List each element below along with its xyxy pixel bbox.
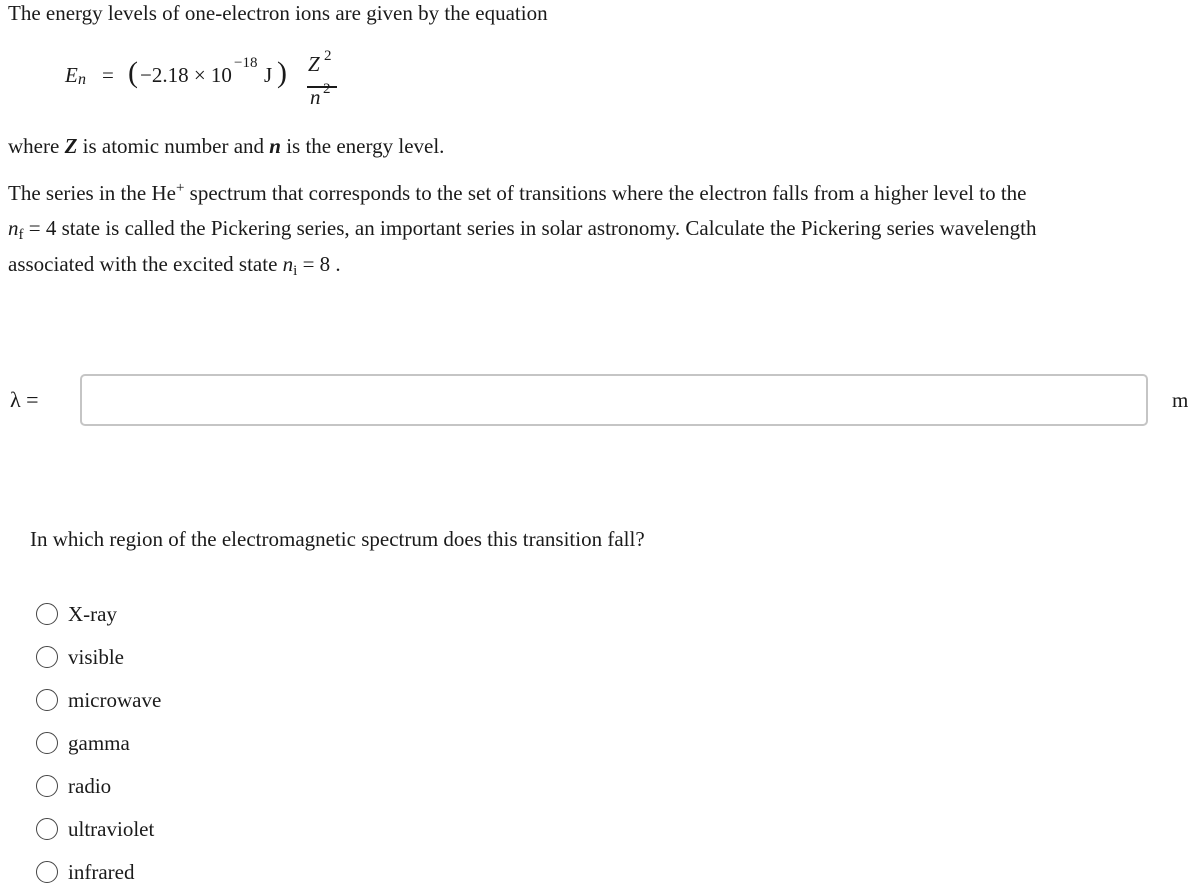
- eq-e-subscript: n: [78, 71, 86, 88]
- option-visible[interactable]: [36, 641, 124, 673]
- eq-e: E: [65, 63, 78, 87]
- option-label: infrared: [68, 860, 135, 884]
- radio-icon[interactable]: [36, 861, 58, 883]
- wavelength-answer-input[interactable]: [80, 374, 1148, 426]
- radio-icon[interactable]: [36, 689, 58, 711]
- radio-icon[interactable]: [36, 646, 58, 668]
- eq-unit: J: [264, 63, 273, 87]
- option-ultraviolet[interactable]: [36, 813, 154, 845]
- eq-denominator-exponent: 2: [323, 81, 331, 97]
- radio-icon[interactable]: [36, 818, 58, 840]
- option-gamma[interactable]: [36, 727, 130, 759]
- eq-denominator: n: [310, 85, 321, 109]
- option-label: radio: [68, 774, 112, 798]
- region-question: In which region of the electromagnetic spectrum does this transition fall?: [30, 527, 645, 551]
- energy-equation: [65, 48, 365, 112]
- problem-line-2: $n_f = 4$ state is called the Pickering series, an important series in solar astronomy. Calculate the Pickering series wavelength: [8, 216, 1037, 243]
- eq-open-paren: (: [128, 56, 138, 89]
- eq-numerator-exponent: 2: [324, 48, 332, 64]
- radio-icon[interactable]: [36, 775, 58, 797]
- eq-equals: =: [102, 63, 114, 87]
- option-infrared[interactable]: [36, 856, 134, 888]
- problem-line-3: associated with the excited state $n_i = 8$ .: [8, 252, 341, 279]
- eq-coefficient: −2.18 × 10: [140, 63, 232, 87]
- option-label: microwave: [68, 688, 162, 712]
- unit-label: m: [1172, 388, 1189, 412]
- eq-exponent: −18: [234, 55, 258, 71]
- radio-icon[interactable]: [36, 732, 58, 754]
- option-microwave[interactable]: [36, 684, 161, 716]
- option-label: visible: [68, 645, 124, 669]
- option-label: X-ray: [68, 602, 117, 626]
- lambda-label: λ =: [10, 387, 39, 412]
- option-label: gamma: [68, 731, 130, 755]
- intro-text: The energy levels of one-electron ions are given by the equation: [8, 1, 548, 25]
- option-label: ultraviolet: [68, 817, 155, 841]
- radio-icon[interactable]: [36, 603, 58, 625]
- option-radio[interactable]: [36, 770, 111, 802]
- eq-close-paren: ): [277, 56, 287, 89]
- option-x-ray[interactable]: [36, 598, 117, 630]
- problem-line-1: The series in the He+ spectrum that corresponds to the set of transitions where the electron falls from a higher level to the: [8, 180, 1027, 205]
- eq-numerator: Z: [308, 52, 320, 76]
- where-text: where Z is atomic number and n is the energy level.: [8, 134, 445, 158]
